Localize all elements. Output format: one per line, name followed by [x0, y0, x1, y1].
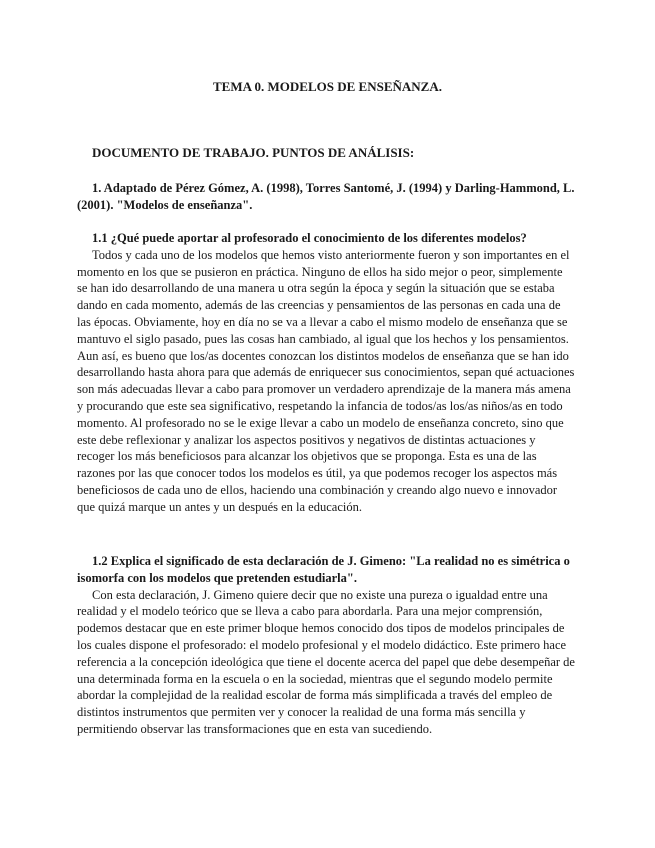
section-1-heading: 1. Adaptado de Pérez Gómez, A. (1998), Torres Santomé, J. (1994) y Darling-Hammond, L. (2001). "Modelos de enseñanza". — [77, 181, 575, 212]
question-1-2-heading: 1.2 Explica el significado de esta declaración de J. Gimeno: "La realidad no es simétrica o isomorfa con los modelos que pretenden estudiarla". — [77, 554, 570, 585]
work-document-heading: DOCUMENTO DE TRABAJO. PUNTOS DE ANÁLISIS: — [92, 145, 415, 160]
question-1-1-body: Todos y cada uno de los modelos que hemos visto anteriormente fueron y son importantes en el momento en los que se pusieron en práctica. Ninguno de ellos ha sido mejor o peor, simplemente se han ido desarrollando de una manera u otra según la época y según la situación que se estaba dando en cada momento, además de las creencias y pensamientos de las personas en cada una de las épocas. Obviamente, hoy en día no se va a llevar a cabo el mismo modelo de enseñanza que se mantuvo el siglo pasado, pues las cosas han cambiado, al igual que los hechos y los pensamientos. Aun así, es bueno que los/as docentes conozcan los distintos modelos de enseñanza que se han ido desarrollando hasta ahora para que además de enriquecer sus conocimientos, sepan qué actuaciones son más adecuadas llevar a cabo para promover un verdadero aprendizaje de la manera más amena y procurando que este sea significativo, respetando la infancia de todos/as los/as niños/as en todo momento. Al profesorado no se le exige llevar a cabo un modelo de enseñanza concreto, sino que este debe reflexionar y analizar los aspectos positivos y negativos de distintas actuaciones y recoger los más beneficiosos para alcanzar los objetivos que se proponga. Esta es una de las razones por las que conocer todos los modelos es útil, ya que podemos recoger los aspectos más beneficiosos de cada uno de ellos, haciendo una combinación y creando algo nuevo e innovador que quizá marque un antes y un después en la educación. — [77, 247, 575, 514]
question-1-1 — [77, 230, 575, 516]
question-1-2 — [77, 553, 575, 738]
document-title: TEMA 0. MODELOS DE ENSEÑANZA. — [213, 79, 442, 94]
section-1 — [77, 180, 575, 214]
question-1-2-body: Con esta declaración, J. Gimeno quiere decir que no existe una pureza o igualdad entre una realidad y el modelo teórico que se lleva a cabo para abordarla. Para una mejor comprensión, podemos destacar que en este primer bloque hemos conocido dos tipos de modelos principales de los cuales dispone el profesorado: el modelo profesional y el modelo didáctico. Este primero hace referencia a la concepción ideológica que tiene el docente acerca del papel que debe desempeñar de una determinada forma en la escuela o en la sociedad, mientras que el segundo modelo permite abordar la complejidad de la realidad escolar de forma más simplificada a través del empleo de distintos instrumentos que permiten ver y conocer la realidad de una forma más sencilla y permitiendo observar las transformaciones que en esta van sucediendo. — [77, 587, 575, 736]
question-1-1-heading: 1.1 ¿Qué puede aportar al profesorado el conocimiento de los diferentes modelos? — [92, 231, 527, 245]
